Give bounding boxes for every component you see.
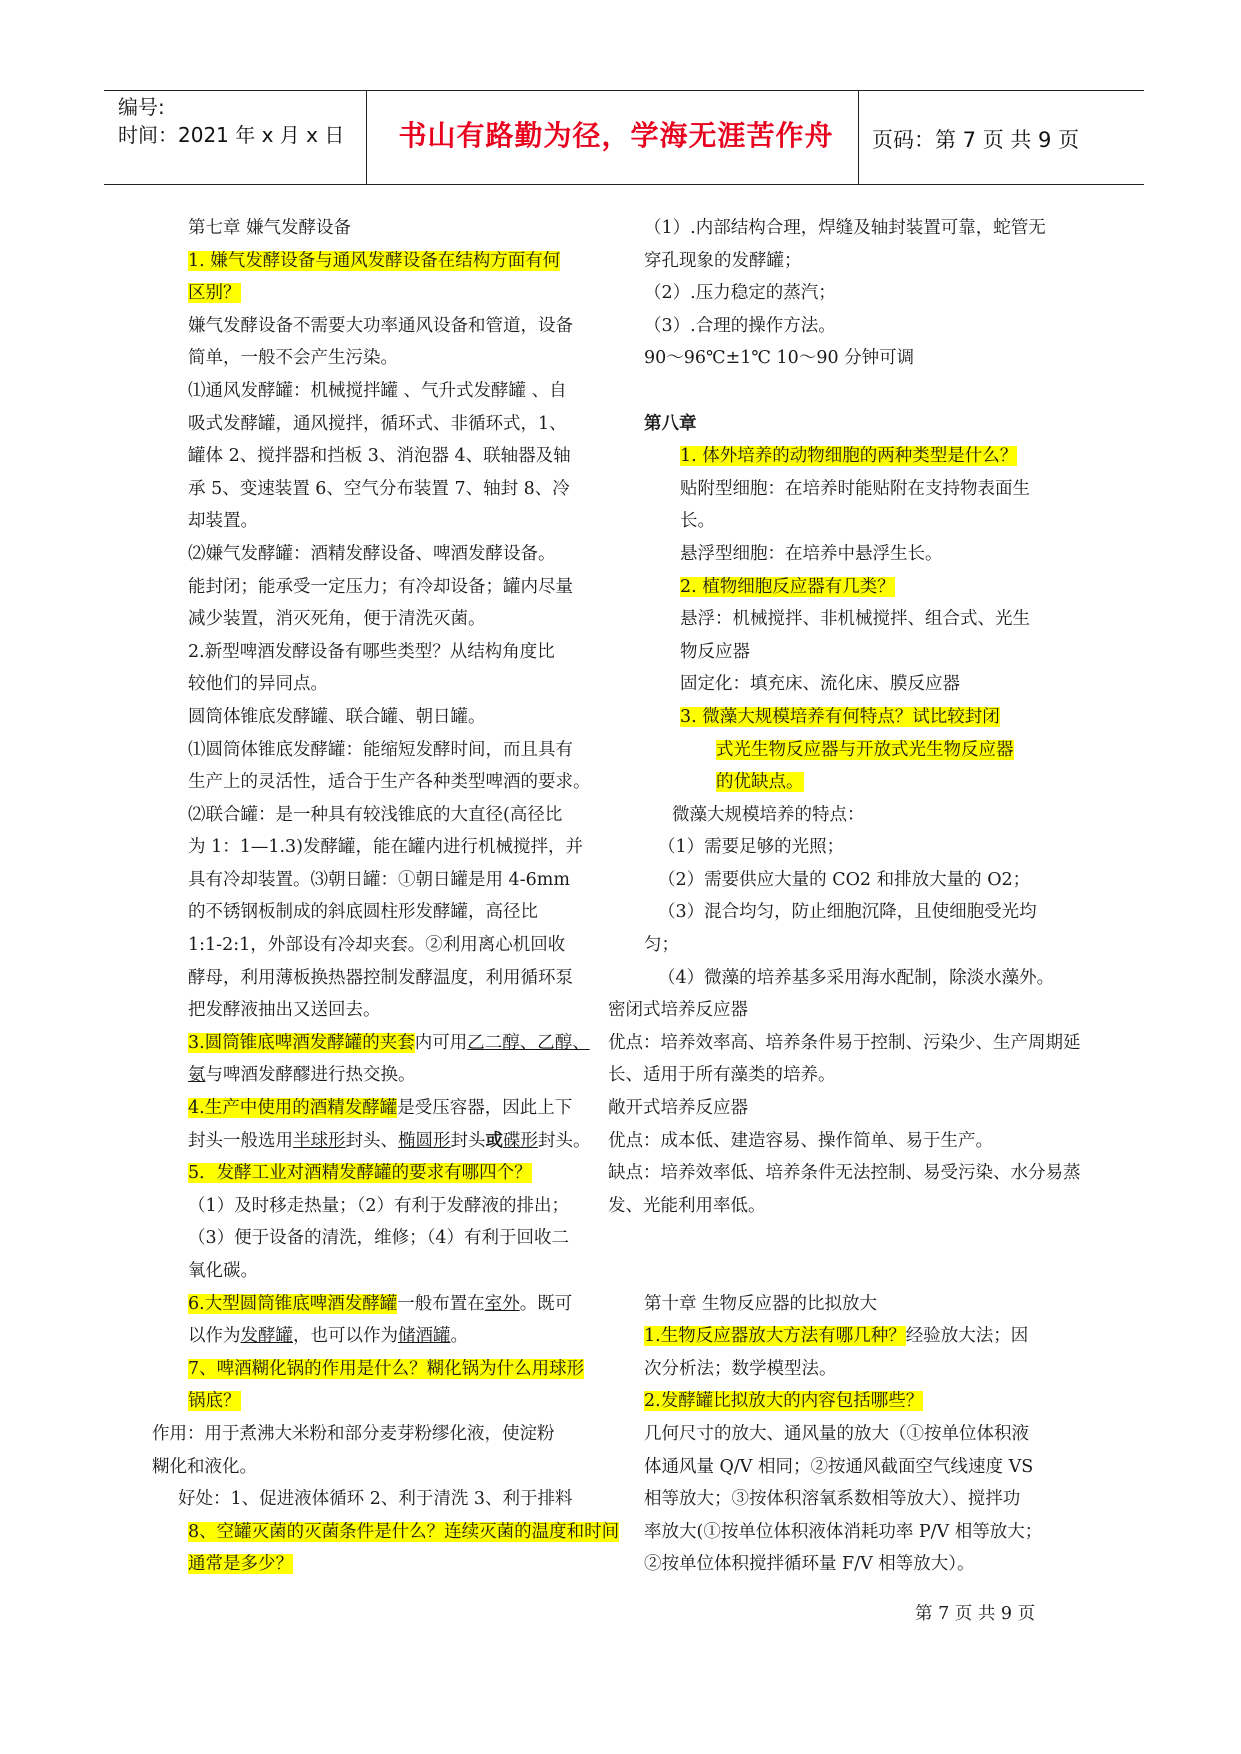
text-line: 固定化：填充床、流化床、膜反应器 [680,674,960,695]
header-divider-left [366,90,367,184]
text-line: 次分析法；数学模型法。 [644,1358,837,1379]
header-motto: 书山有路勤为径，学海无涯苦作舟 [398,119,834,152]
text-line: 罐体 2、搅拌器和挡板 3、消泡器 4、联轴器及轴 [188,446,571,467]
text-line: 匀； [644,935,679,956]
question-line: 2. 植物细胞反应器有几类？ [680,576,895,597]
question-line: 8、空罐灭菌的灭菌条件是什么？连续灭菌的温度和时间 [188,1521,620,1542]
question-3-line: 氨与啤酒发酵醪进行热交换。 [188,1065,416,1086]
text-line: 物反应器 [680,641,750,662]
chapter-8-title: 第八章 [644,413,697,434]
question-line: 的优缺点。 [716,772,804,793]
question-4-line: 封头一般选用半球形封头、椭圆形封头或碟形封头。 [188,1130,591,1151]
text-line: ⑴圆筒体锥底发酵罐：能缩短发酵时间，而且具有 [188,739,573,760]
question-6-line: 6.大型圆筒锥底啤酒发酵罐一般布置在室外。既可 [188,1293,573,1314]
question-line: 通常是多少？ [188,1554,293,1575]
text-line: 的不锈钢板制成的斜底圆柱形发酵罐，高径比 [188,902,538,923]
text-line: 密闭式培养反应器 [608,1000,748,1021]
text-line: 生产上的灵活性，适合于生产各种类型啤酒的要求。 [188,772,591,793]
header-top-rule [104,90,1144,91]
text-line: 优点：成本低、建造容易、操作简单、易于生产。 [608,1130,993,1151]
text-line: 90～96℃±1℃ 10～90 分钟可调 [644,348,915,369]
text-line: 氧化碳。 [188,1261,258,1281]
text-line: 发、光能利用率低。 [608,1195,766,1216]
text-line: 圆筒体锥底发酵罐、联合罐、朝日罐。 [188,706,486,727]
spacer [608,1255,1128,1288]
text-line: 几何尺寸的放大、通风量的放大（①按单位体积液 [644,1423,1029,1444]
question-line: 2.发酵罐比拟放大的内容包括哪些？ [644,1391,924,1412]
text-line: 较他们的异同点。 [188,674,328,695]
spacer [608,1222,1128,1255]
text-line: 穿孔现象的发酵罐； [644,250,802,271]
text-line: （4）微藻的培养基多采用海水配制，除淡水藻外。 [658,967,1055,988]
text-line: ⑵联合罐：是一种具有较浅锥底的大直径(高径比 [188,804,563,825]
question-line: 1. 嫌气发酵设备与通风发酵设备在结构方面有何 [188,250,561,271]
text-line: 悬浮型细胞：在培养中悬浮生长。 [680,543,943,564]
text-line: 为 1：1—1.3)发酵罐，能在罐内进行机械搅拌，并 [188,837,583,858]
text-line: ⑴通风发酵罐：机械搅拌罐 、气升式发酵罐 、自 [188,380,567,401]
text-line: （2）需要供应大量的 CO2 和排放大量的 O2； [658,869,1031,890]
text-line: 嫌气发酵设备不需要大功率通风设备和管道，设备 [188,315,573,336]
text-line: 悬浮：机械搅拌、非机械搅拌、组合式、光生 [680,609,1030,630]
text-line: 好处：1、促进液体循环 2、利于清洗 3、利于排料 [178,1489,573,1510]
question-line: 7、啤酒糊化锅的作用是什么？糊化锅为什么用球形 [188,1358,585,1379]
text-line: （1）.内部结构合理，焊缝及轴封装置可靠，蛇管无 [644,218,1046,238]
question-4-line: 4.生产中使用的酒精发酵罐是受压容器，因此上下 [188,1098,573,1119]
question-line: 5．发酵工业对酒精发酵罐的要求有哪四个？ [188,1163,532,1184]
page-footer: 第 7 页 共 9 页 [915,1604,1036,1624]
chapter-10-title: 第十章 生物反应器的比拟放大 [644,1293,878,1314]
text-line: 把发酵液抽出又送回去。 [188,1000,381,1021]
header-bottom-rule [104,184,1144,185]
question-line: 1.生物反应器放大方法有哪几种？经验放大法；因 [644,1326,1029,1347]
text-line: ②按单位体积搅拌循环量 F/V 相等放大）。 [644,1554,975,1575]
text-line: （1）需要足够的光照； [658,837,845,858]
chapter-7-title: 第七章 嫌气发酵设备 [188,218,352,238]
time-label: 时间：2021 年 x 月 x 日 [118,123,345,147]
text-line: 却装置。 [188,511,258,532]
text-line: 承 5、变速装置 6、空气分布装置 7、轴封 8、冷 [188,478,570,499]
header-page-label: 页码：第 7 页 共 9 页 [872,128,1080,152]
text-line: 长。 [680,511,715,532]
question-line: 1. 体外培养的动物细胞的两种类型是什么？ [680,446,1018,467]
text-line: 糊化和液化。 [152,1456,257,1477]
text-line: 作用：用于煮沸大米粉和部分麦芽粉缪化液，使淀粉 [152,1423,555,1444]
right-column [608,212,1128,1581]
text-line: 吸式发酵罐，通风搅拌，循环式、非循环式，1、 [188,413,567,434]
text-line: 长、适用于所有藻类的培养。 [608,1065,836,1086]
text-line: 具有冷却装置。⑶朝日罐：①朝日罐是用 4-6mm [188,869,570,890]
number-label: 编号: [118,95,165,119]
question-3-line: 3.圆筒锥底啤酒发酵罐的夹套内可用乙二醇、乙醇、 [188,1032,590,1053]
text-line: 减少装置，消灭死角，便于清洗灭菌。 [188,609,486,630]
text-line: 敞开式培养反应器 [608,1098,748,1119]
text-line: （3）便于设备的清洗，维修；（4）有利于回收二 [188,1228,570,1249]
text-line: 缺点：培养效率低、培养条件无法控制、易受污染、水分易蒸 [608,1163,1081,1184]
text-line: 贴附型细胞：在培养时能贴附在支持物表面生 [680,478,1030,499]
header-info [118,93,344,149]
text-line: 2.新型啤酒发酵设备有哪些类型？从结构角度比 [188,641,555,662]
question-line: 3. 微藻大规模培养有何特点？试比较封闭 [680,706,1000,727]
question-line: 式光生物反应器与开放式光生物反应器 [716,739,1014,760]
text-line: 酵母，利用薄板换热器控制发酵温度，利用循环泵 [188,967,573,988]
left-column [152,212,620,1581]
text-line: 相等放大；③按体积溶氧系数相等放大）、搅拌功 [644,1489,1021,1510]
text-line: 微藻大规模培养的特点： [672,804,865,825]
text-line: 率放大(①按单位体积液体消耗功率 P/V 相等放大； [644,1521,1043,1542]
text-line: 优点：培养效率高、培养条件易于控制、污染少、生产周期延 [608,1032,1081,1053]
text-line: （2）.压力稳定的蒸汽； [644,283,836,304]
text-line: ⑵嫌气发酵罐：酒精发酵设备、啤酒发酵设备。 [188,543,556,564]
text-line: 简单，一般不会产生污染。 [188,348,398,369]
question-6-line: 以作为发酵罐，也可以作为储酒罐。 [188,1326,468,1347]
text-line: （1）及时移走热量；（2）有利于发酵液的排出； [188,1195,570,1216]
text-line: 1:1-2:1，外部设有冷却夹套。②利用离心机回收 [188,935,566,956]
text-line: （3）混合均匀，防止细胞沉降，且使细胞受光均 [658,902,1037,923]
text-line: （3）.合理的操作方法。 [644,315,836,336]
text-line: 能封闭；能承受一定压力；有冷却设备；罐内尽量 [188,576,573,597]
spacer [608,375,1128,408]
text-line: 体通风量 Q/V 相同；②按通风截面空气线速度 VS [644,1456,1034,1477]
question-line: 区别？ [188,283,241,304]
question-line: 锅底？ [188,1391,241,1412]
